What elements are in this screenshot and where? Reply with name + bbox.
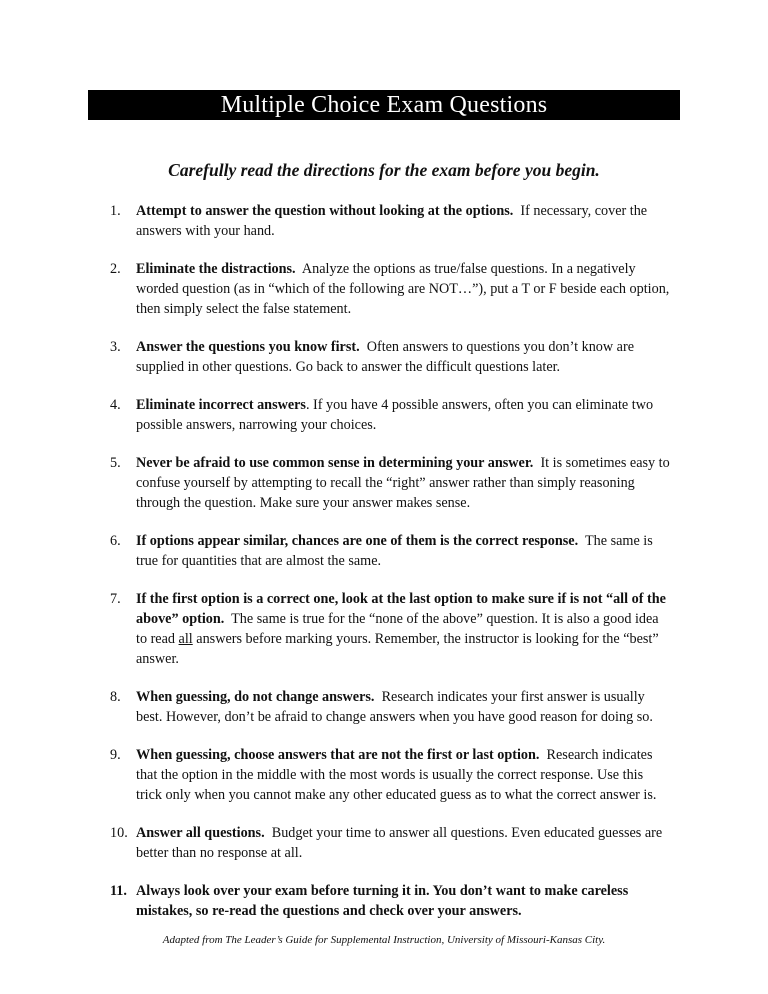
item-number: 2.: [110, 261, 121, 277]
list-item: [110, 201, 670, 241]
item-body: The same is true for quantities that are almost the same.: [136, 533, 653, 569]
item-number: 9.: [110, 747, 121, 763]
subtitle: Carefully read the directions for the exam before you begin.: [168, 160, 600, 180]
item-number: 3.: [110, 339, 121, 355]
list-item: [110, 259, 670, 319]
item-lead: If the first option is a correct one, look at the last option to make sure if is not “all of the above” option.: [136, 591, 666, 627]
list-item: [110, 745, 670, 805]
item-number: 8.: [110, 689, 121, 705]
page-title: Multiple Choice Exam Questions: [88, 90, 680, 120]
item-lead: Never be afraid to use common sense in determining your answer.: [136, 455, 534, 471]
item-body: The same is true for the “none of the above” question. It is also a good idea to read: [136, 611, 659, 647]
item-body: Analyze the options as true/false questions. In a negatively worded question (as in “which of the following are NOT…”), put a T or F beside each option, then simply select the false statement.: [136, 261, 670, 317]
item-body: Budget your time to answer all questions. Even educated guesses are better than no response at all.: [136, 825, 663, 861]
item-body: If necessary, cover the answers with your hand.: [136, 203, 648, 239]
item-lead: Answer all questions.: [136, 825, 265, 841]
item-number: 10.: [110, 825, 128, 841]
list-item: [110, 687, 670, 727]
item-number: 5.: [110, 455, 121, 471]
tips-list: [110, 201, 670, 939]
item-number: 11.: [110, 883, 127, 899]
item-text: Always look over your exam before turning it in. You don’t want to make careless mistakes, so re-read the questions and check over your answers.: [136, 883, 629, 919]
item-body: It is sometimes easy to confuse yourself by attempting to recall the “right” answer rather than simply reasoning through the question. Make sure your answer makes sense.: [136, 455, 670, 511]
footer-credit: Adapted from The Leader’s Guide for Supplemental Instruction, University of Missouri-Kansas City.: [162, 934, 606, 946]
list-item: [110, 337, 670, 377]
item-body: Research indicates your first answer is usually best. However, don’t be afraid to change answers when you have good reason for doing so.: [136, 689, 653, 725]
list-item: [110, 395, 670, 435]
item-number: 6.: [110, 533, 121, 549]
item-number: 4.: [110, 397, 121, 413]
item-body: Often answers to questions you don’t know are supplied in other questions. Go back to answer the difficult questions later.: [136, 339, 635, 375]
list-item: [110, 881, 670, 921]
item-body-emphasis: all: [178, 631, 193, 647]
item-lead: When guessing, do not change answers.: [136, 689, 375, 705]
item-lead: If options appear similar, chances are one of them is the correct response.: [136, 533, 579, 549]
item-lead: Answer the questions you know first.: [136, 339, 360, 355]
item-body: . If you have 4 possible answers, often you can eliminate two possible answers, narrowing your choices.: [136, 397, 654, 433]
item-lead: When guessing, choose answers that are not the first or last option.: [136, 747, 540, 763]
list-item: [110, 531, 670, 571]
list-item: [110, 823, 670, 863]
list-item: [110, 589, 670, 669]
list-item: [110, 453, 670, 513]
item-lead: Attempt to answer the question without looking at the options.: [136, 203, 514, 219]
item-body: answers before marking yours. Remember, the instructor is looking for the “best” answer.: [136, 631, 659, 667]
item-lead: Eliminate the distractions.: [136, 261, 296, 277]
item-body: Research indicates that the option in the middle with the most words is usually the correct response. Use this trick only when you cannot make any other educated guess as to what the correct answer is.: [136, 747, 657, 803]
item-number: 1.: [110, 203, 121, 219]
item-number: 7.: [110, 591, 121, 607]
item-lead: Eliminate incorrect answers: [136, 397, 306, 413]
